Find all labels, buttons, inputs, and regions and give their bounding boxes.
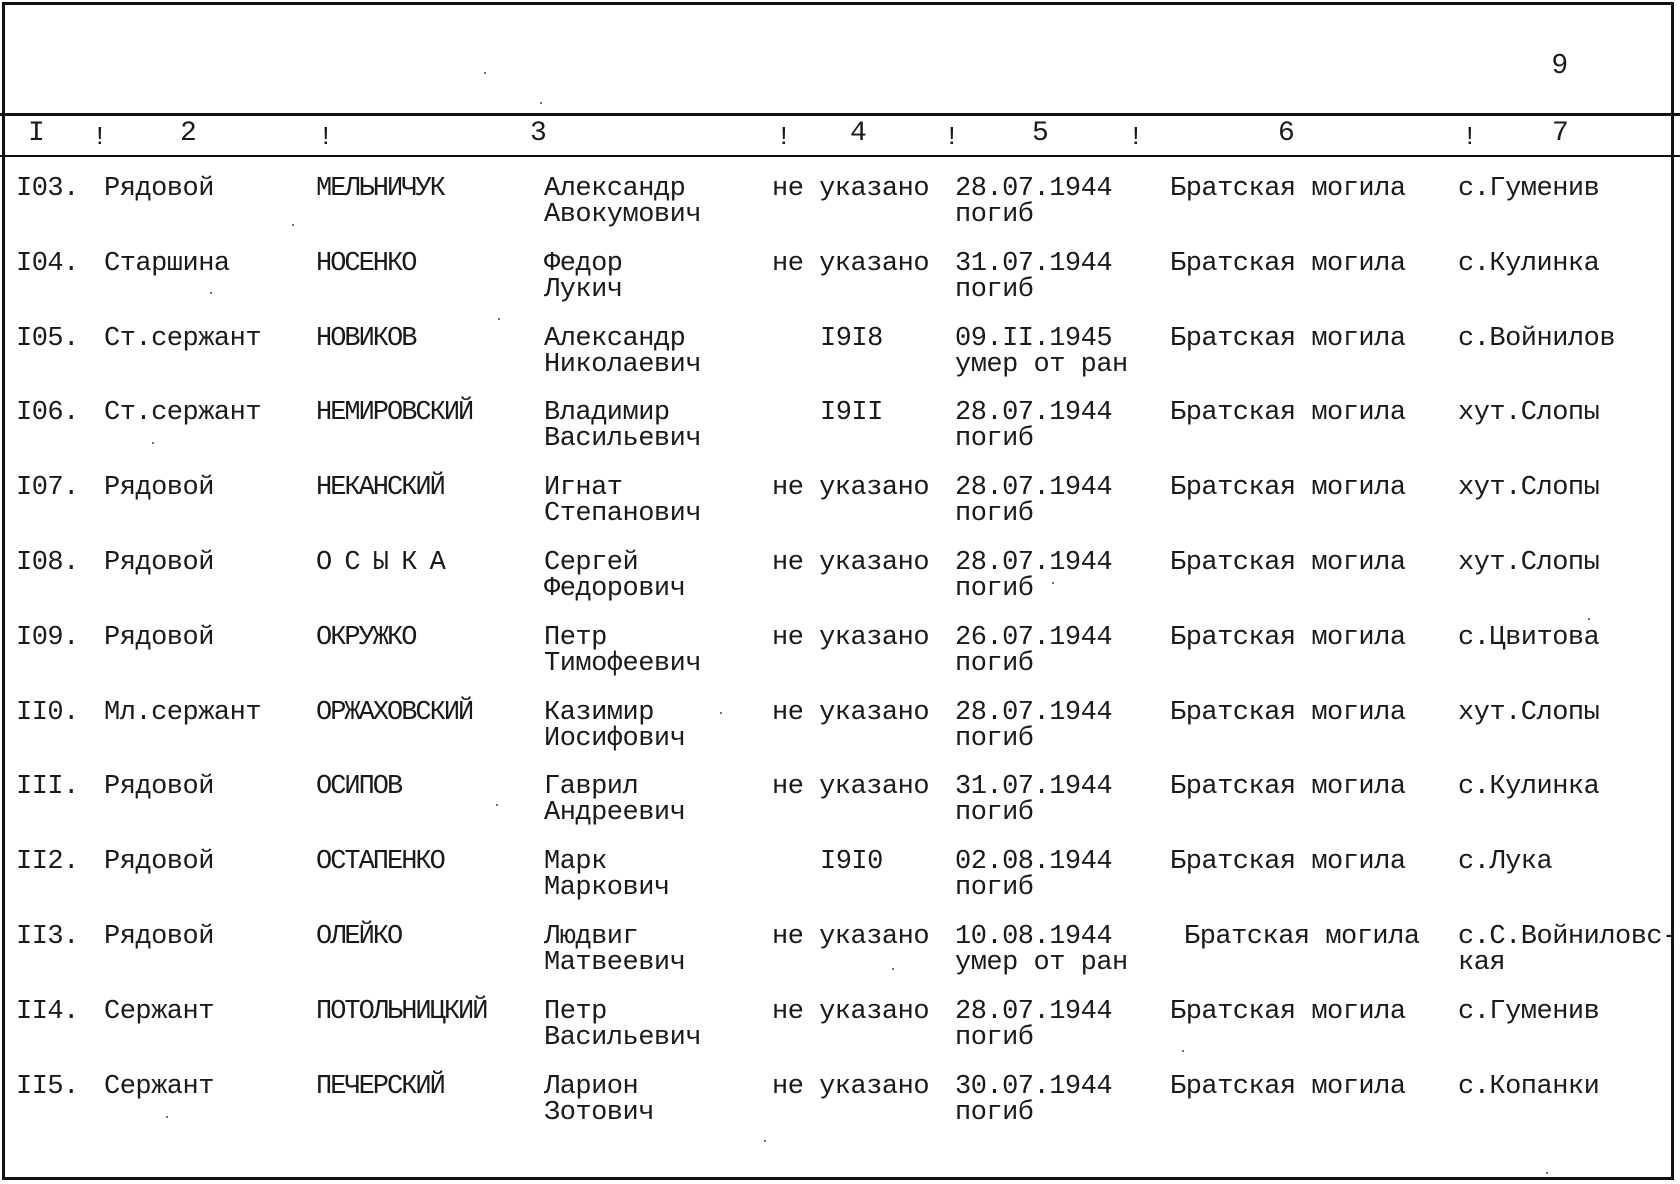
record-number: II2. (16, 847, 79, 877)
header-top-rule (0, 113, 1680, 116)
column-separator: ! (318, 122, 334, 152)
first-name: Федор (544, 249, 623, 279)
patronymic: Федорович (544, 574, 686, 604)
military-rank: Рядовой (104, 847, 214, 877)
death-date: 31.07.1944 (955, 772, 1113, 802)
military-rank: Мл.сержант (104, 698, 262, 728)
birth-year: не указано (772, 623, 930, 653)
burial-type: Братская могила (1170, 997, 1406, 1027)
record-number: II5. (16, 1072, 79, 1102)
burial-place (1458, 1074, 1599, 1100)
patronymic: Лукич (544, 275, 623, 305)
table-row (0, 849, 1680, 923)
death-status: погиб (955, 649, 1034, 679)
given-names (544, 176, 701, 228)
burial-type: Братская могила (1170, 174, 1406, 204)
death-status: погиб (955, 1098, 1034, 1128)
given-names (544, 475, 701, 527)
given-names (544, 326, 701, 378)
death-status: погиб (955, 424, 1034, 454)
burial-type: Братская могила (1170, 548, 1406, 578)
header-bottom-rule (0, 155, 1680, 157)
burial-place (1458, 625, 1599, 651)
surname: МЕЛЬНИЧУК (316, 174, 444, 204)
military-rank: Рядовой (104, 922, 214, 952)
place-name: хут.Слопы (1458, 548, 1600, 578)
column-separator: ! (944, 122, 960, 152)
burial-place (1458, 700, 1599, 726)
given-names (544, 849, 670, 901)
burial-type: Братская могила (1170, 1072, 1406, 1102)
burial-place (1458, 326, 1615, 352)
burial-type: Братская могила (1170, 473, 1406, 503)
place-name: с.Лука (1458, 847, 1553, 877)
death-date: 28.07.1944 (955, 174, 1113, 204)
death-info (955, 251, 1112, 303)
scan-speck (540, 102, 542, 104)
burial-type: Братская могила (1170, 324, 1406, 354)
burial-place (1458, 924, 1678, 976)
scan-speck (1588, 618, 1590, 620)
place-name: с.Цвитова (1458, 623, 1600, 653)
given-names (544, 251, 623, 303)
birth-year: не указано (772, 698, 930, 728)
birth-year: не указано (772, 174, 930, 204)
burial-type: Братская могила (1170, 623, 1406, 653)
first-name: Гаврил (544, 772, 639, 802)
patronymic: Тимофеевич (544, 649, 702, 679)
first-name: Петр (544, 623, 607, 653)
birth-year: не указано (772, 473, 930, 503)
burial-type: Братская могила (1170, 398, 1406, 428)
death-status: умер от ран (955, 948, 1128, 978)
scan-speck (1182, 1050, 1184, 1052)
table-row (0, 1074, 1680, 1148)
first-name: Марк (544, 847, 607, 877)
death-date: 02.08.1944 (955, 847, 1113, 877)
death-info (955, 774, 1112, 826)
scan-speck (720, 712, 722, 714)
table-row (0, 999, 1680, 1073)
table-row (0, 700, 1680, 774)
patronymic: Андреевич (544, 798, 686, 828)
military-rank: Старшина (104, 249, 230, 279)
patronymic: Авокумович (544, 200, 702, 230)
burial-place (1458, 251, 1599, 277)
patronymic: Матвеевич (544, 948, 686, 978)
birth-year: не указано (772, 772, 930, 802)
death-status: погиб (955, 724, 1034, 754)
patronymic: Зотович (544, 1098, 654, 1128)
table-row (0, 774, 1680, 848)
first-name: Игнат (544, 473, 623, 503)
birth-year: не указано (772, 997, 930, 1027)
death-info (955, 849, 1112, 901)
first-name: Владимир (544, 398, 670, 428)
patronymic: Маркович (544, 873, 670, 903)
military-rank: Сержант (104, 997, 214, 1027)
death-date: 28.07.1944 (955, 548, 1113, 578)
death-info (955, 176, 1112, 228)
scan-speck (210, 292, 212, 294)
burial-type: Братская могила (1170, 249, 1406, 279)
place-name: с.Копанки (1458, 1072, 1600, 1102)
given-names (544, 700, 685, 752)
patronymic: Васильевич (544, 424, 702, 454)
given-names (544, 774, 685, 826)
death-date: 31.07.1944 (955, 249, 1113, 279)
table-row (0, 625, 1680, 699)
first-name: Людвиг (544, 922, 639, 952)
record-number: I08. (16, 548, 79, 578)
surname: О С Ы К А (316, 548, 444, 578)
record-number: I07. (16, 473, 79, 503)
death-info (955, 700, 1112, 752)
column-header-1: I (28, 118, 45, 149)
column-header-2: 2 (180, 118, 197, 149)
place-name: с.Войнилов (1458, 324, 1616, 354)
death-date: 28.07.1944 (955, 698, 1113, 728)
death-date: 26.07.1944 (955, 623, 1113, 653)
first-name: Александр (544, 324, 686, 354)
given-names (544, 999, 701, 1051)
birth-year: I9I0 (820, 847, 883, 877)
column-separator: ! (776, 122, 792, 152)
table-row (0, 924, 1680, 998)
death-status: умер от ран (955, 350, 1128, 380)
column-header-7: 7 (1552, 118, 1569, 149)
first-name: Ларион (544, 1072, 639, 1102)
record-number: II0. (16, 698, 79, 728)
military-rank: Рядовой (104, 623, 214, 653)
table-row (0, 550, 1680, 624)
place-name: хут.Слопы (1458, 698, 1600, 728)
military-rank: Ст.сержант (104, 398, 262, 428)
death-status: погиб (955, 798, 1034, 828)
death-date: 09.II.1945 (955, 324, 1113, 354)
place-name: с.С.Войниловс- (1458, 922, 1678, 952)
death-info (955, 550, 1112, 602)
death-info (955, 400, 1112, 452)
scan-speck (496, 804, 498, 806)
burial-place (1458, 475, 1599, 501)
burial-place (1458, 774, 1599, 800)
given-names (544, 625, 701, 677)
record-number: I09. (16, 623, 79, 653)
death-info (955, 326, 1128, 378)
patronymic: Николаевич (544, 350, 702, 380)
first-name: Казимир (544, 698, 654, 728)
birth-year: не указано (772, 1072, 930, 1102)
page-number: 9 (1552, 48, 1568, 79)
table-row (0, 475, 1680, 549)
death-status: погиб (955, 1023, 1034, 1053)
military-rank: Рядовой (104, 772, 214, 802)
birth-year: не указано (772, 249, 930, 279)
military-rank: Рядовой (104, 473, 214, 503)
burial-type: Братская могила (1170, 847, 1406, 877)
patronymic: Иосифович (544, 724, 686, 754)
place-name: хут.Слопы (1458, 473, 1600, 503)
scan-speck (166, 1116, 168, 1118)
scan-speck (292, 224, 294, 226)
scan-speck (484, 72, 486, 74)
scan-speck (1052, 582, 1054, 584)
first-name: Петр (544, 997, 607, 1027)
surname: НЕКАНСКИЙ (316, 473, 444, 503)
given-names (544, 924, 685, 976)
birth-year: I9II (820, 398, 883, 428)
record-number: I04. (16, 249, 79, 279)
burial-type: Братская могила (1184, 922, 1420, 952)
death-date: 28.07.1944 (955, 997, 1113, 1027)
death-info (955, 1074, 1112, 1126)
birth-year: не указано (772, 922, 930, 952)
given-names (544, 550, 685, 602)
surname: НОСЕНКО (316, 249, 416, 279)
scan-speck (1546, 1172, 1548, 1174)
table-row (0, 251, 1680, 325)
scan-speck (152, 442, 154, 444)
death-info (955, 475, 1112, 527)
column-header-3: 3 (530, 118, 547, 149)
first-name: Александр (544, 174, 686, 204)
death-date: 28.07.1944 (955, 398, 1113, 428)
column-header-5: 5 (1032, 118, 1049, 149)
column-separator: ! (1128, 122, 1144, 152)
place-name: с.Гуменив (1458, 997, 1600, 1027)
given-names (544, 400, 701, 452)
surname: ПЕЧЕРСКИЙ (316, 1072, 444, 1102)
surname: ОСТАПЕНКО (316, 847, 444, 877)
record-number: III. (16, 772, 79, 802)
place-name: с.Кулинка (1458, 249, 1600, 279)
death-date: 10.08.1944 (955, 922, 1113, 952)
column-header-4: 4 (850, 118, 867, 149)
given-names (544, 1074, 654, 1126)
place-name: с.Кулинка (1458, 772, 1600, 802)
surname: ОЛЕЙКО (316, 922, 402, 952)
death-date: 30.07.1944 (955, 1072, 1113, 1102)
birth-year: не указано (772, 548, 930, 578)
record-number: I05. (16, 324, 79, 354)
record-number: I03. (16, 174, 79, 204)
burial-place (1458, 849, 1552, 875)
place-name-continued: кая (1458, 948, 1506, 978)
death-info (955, 999, 1112, 1051)
table-row (0, 400, 1680, 474)
death-status: погиб (955, 873, 1034, 903)
column-separator: ! (92, 122, 108, 152)
surname: ОКРУЖКО (316, 623, 416, 653)
surname: ОСИПОВ (316, 772, 402, 802)
surname: ПОТОЛЬНИЦКИЙ (316, 997, 487, 1027)
military-rank: Рядовой (104, 548, 214, 578)
first-name: Сергей (544, 548, 639, 578)
death-status: погиб (955, 275, 1034, 305)
table-row (0, 326, 1680, 400)
burial-type: Братская могила (1170, 772, 1406, 802)
surname: НЕМИРОВСКИЙ (316, 398, 473, 428)
burial-place (1458, 999, 1599, 1025)
military-rank: Сержант (104, 1072, 214, 1102)
record-number: II4. (16, 997, 79, 1027)
patronymic: Степанович (544, 499, 702, 529)
death-status: погиб (955, 200, 1034, 230)
table-row (0, 176, 1680, 250)
scan-speck (764, 1140, 766, 1142)
burial-place (1458, 176, 1599, 202)
birth-year: I9I8 (820, 324, 883, 354)
burial-place (1458, 400, 1599, 426)
scan-speck (892, 968, 894, 970)
patronymic: Васильевич (544, 1023, 702, 1053)
record-number: I06. (16, 398, 79, 428)
military-rank: Ст.сержант (104, 324, 262, 354)
death-info (955, 924, 1128, 976)
death-status: погиб (955, 574, 1034, 604)
place-name: хут.Слопы (1458, 398, 1600, 428)
surname: ОРЖАХОВСКИЙ (316, 698, 473, 728)
military-rank: Рядовой (104, 174, 214, 204)
place-name: с.Гуменив (1458, 174, 1600, 204)
surname: НОВИКОВ (316, 324, 416, 354)
death-status: погиб (955, 499, 1034, 529)
scan-speck (498, 318, 500, 320)
death-info (955, 625, 1112, 677)
column-header-6: 6 (1278, 118, 1295, 149)
burial-place (1458, 550, 1599, 576)
death-date: 28.07.1944 (955, 473, 1113, 503)
burial-type: Братская могила (1170, 698, 1406, 728)
record-number: II3. (16, 922, 79, 952)
column-separator: ! (1462, 122, 1478, 152)
